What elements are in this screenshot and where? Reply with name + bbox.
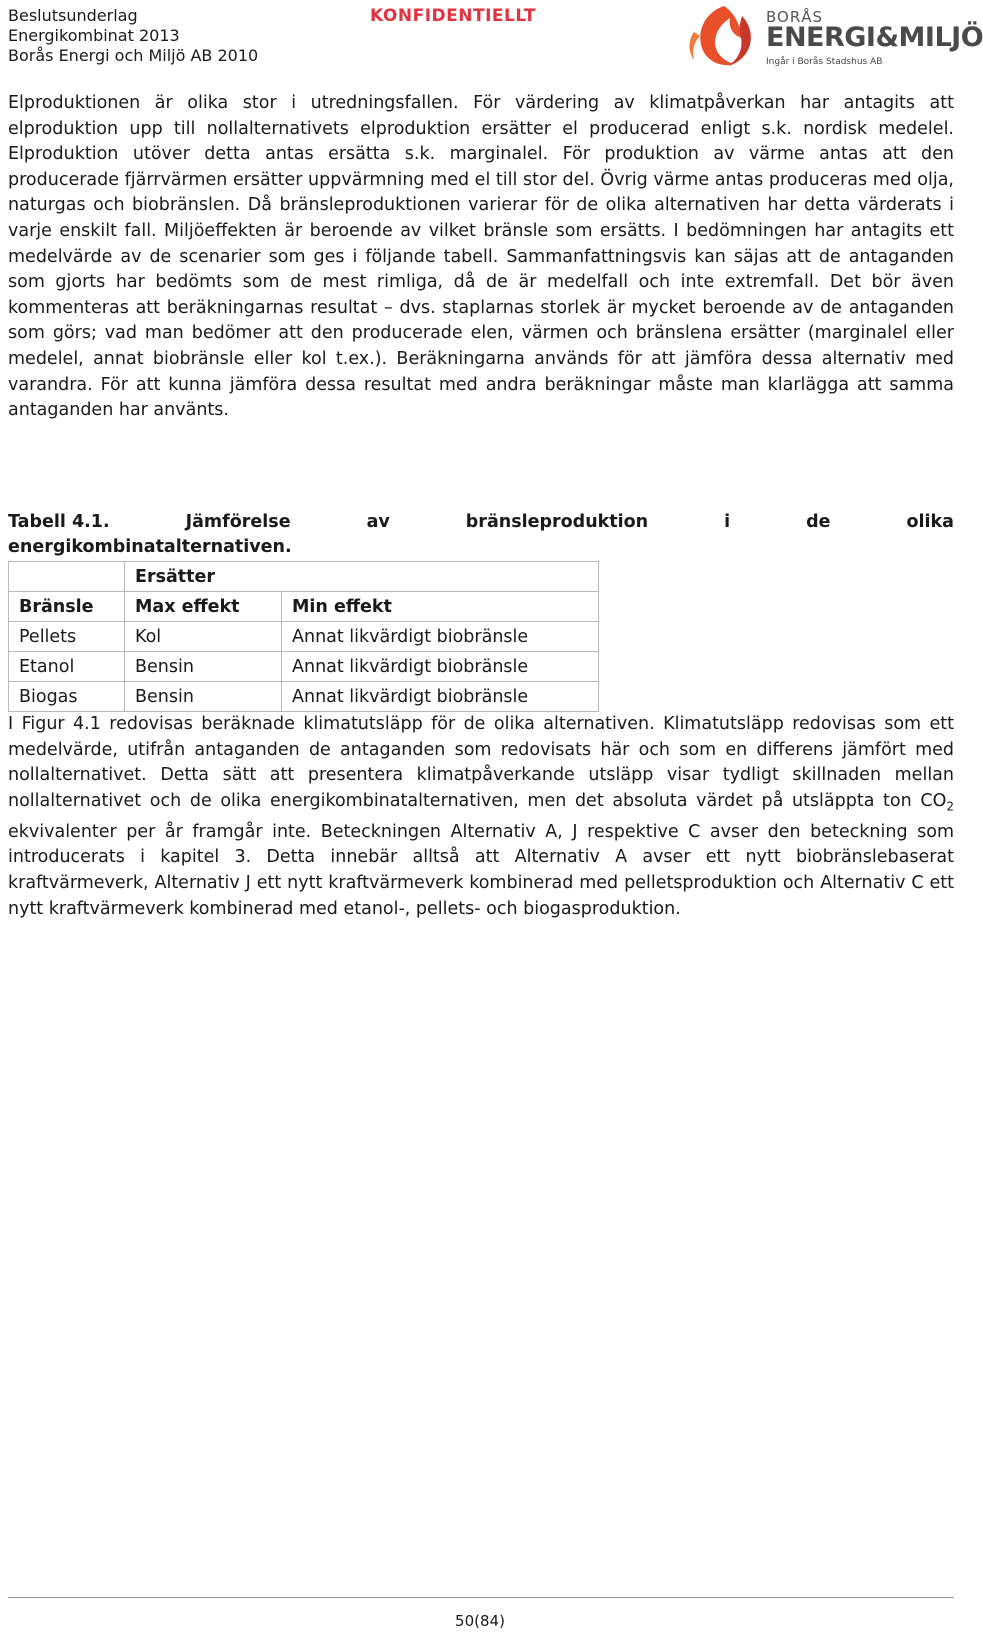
table-header-row	[9, 592, 599, 622]
table-header: Max effekt	[125, 592, 282, 622]
table-cell: Pellets	[9, 622, 125, 652]
table-caption	[8, 510, 954, 560]
caption-word: Tabell 4.1.	[8, 512, 110, 532]
header-project: Energikombinat 2013	[8, 26, 180, 45]
caption-word: Jämförelse	[185, 512, 291, 532]
subscript-2: 2	[946, 799, 954, 814]
caption-word: bränsleproduktion	[465, 512, 649, 532]
caption-word: av	[366, 512, 390, 532]
header-doc-type: Beslutsunderlag	[8, 6, 138, 25]
table-cell: Bensin	[125, 652, 282, 682]
table-cell: Bensin	[125, 682, 282, 712]
table-cell: Kol	[125, 622, 282, 652]
table-cell: Biogas	[9, 682, 125, 712]
table-cell: Etanol	[9, 652, 125, 682]
company-logo	[684, 2, 983, 72]
table-cell: Annat likvärdigt biobränsle	[282, 622, 599, 652]
table-cell: Annat likvärdigt biobränsle	[282, 652, 599, 682]
paragraph-text: ekvivalenter per år framgår inte. Beteckningen Alternativ A, J respektive C avser den beteckning som introducerats i kapitel 3. Detta innebär alltså att Alternativ A avser ett nytt biobränslebaserat kraftvärmeverk, Alternativ J ett nytt kraftvärmeverk kombinerad med pelletsproduktion och Alternativ C ett nytt kraftvärmeverk kombinerad med etanol-, pellets- och biogasproduktion.	[8, 821, 954, 919]
caption-word: olika	[906, 512, 954, 532]
table-row	[9, 652, 599, 682]
fuel-comparison-table	[8, 561, 599, 712]
logo-city: BORÅS	[766, 8, 824, 26]
caption-word: i	[724, 512, 731, 532]
table-cell	[9, 562, 125, 592]
caption-word: de	[806, 512, 831, 532]
logo-subtext: Ingår i Borås Stadshus AB	[766, 57, 883, 67]
table-group-header: Ersätter	[125, 562, 599, 592]
logo-brand: ENERGI&MILJÖ	[766, 22, 983, 53]
table-row	[9, 622, 599, 652]
table-group-header-row	[9, 562, 599, 592]
confidential-label: KONFIDENTIELLT	[370, 6, 536, 26]
body-paragraph-1: Elproduktionen är olika stor i utredningsfallen. För värdering av klimatpåverkan har antagits att elproduktion upp till nollalternativets elproduktion ersätter el producerad enligt s.k. nordisk medelel. Elproduktion utöver detta antas ersätta s.k. marginalel. För produktion av värme antas att den producerade fjärrvärmen ersätter uppvärmning med el till stor del. Övrig värme antas produceras med olja, naturgas och biobränslen. Då bränsleproduktionen varierar för de olika alternativen har detta värderats i varje enskilt fall. Miljöeffekten är beroende av vilket bränsle som ersätts. I bedömningen har antagits ett medelvärde av de scenarier som ges i följande tabell. Sammanfattningsvis kan säjas att de antaganden som gjorts har bedömts som de mest rimliga, då de är medelfall och inte extremfall. Det bör även kommenteras att beräkningarnas resultat – dvs. staplarnas storlek är mycket beroende av de antaganden som görs; vad man bedömer att den producerade elen, värmen och bränslena ersätter (marginalel eller medelel, annat biobränsle eller kol t.ex.). Beräkningarna används för att jämföra dessa alternativ med varandra. För att kunna jämföra dessa resultat med andra beräkningar måste man klarlägga att samma antaganden har använts.	[8, 93, 954, 421]
body-paragraph-2	[8, 712, 954, 922]
page-number: 50(84)	[455, 1612, 505, 1630]
paragraph-text: I Figur 4.1 redovisas beräknade klimatutsläpp för de olika alternativen. Klimatutsläpp redovisas som ett medelvärde, utifrån antaganden de antaganden som redovisats här och som en differens jämfört med nollalternativet. Detta sätt att presentera klimatpåverkande utsläpp visar tydligt skillnaden mellan nollalternativet och de olika energikombinatalternativen, men det absoluta värdet på utsläppta ton CO	[8, 714, 954, 811]
caption-line-2: energikombinatalternativen.	[8, 537, 292, 557]
flame-icon	[684, 2, 764, 72]
table-header: Bränsle	[9, 592, 125, 622]
footer-divider	[8, 1597, 954, 1598]
document-header	[8, 6, 258, 66]
table-header: Min effekt	[282, 592, 599, 622]
header-company: Borås Energi och Miljö AB 2010	[8, 46, 259, 65]
table-row	[9, 682, 599, 712]
table-cell: Annat likvärdigt biobränsle	[282, 682, 599, 712]
